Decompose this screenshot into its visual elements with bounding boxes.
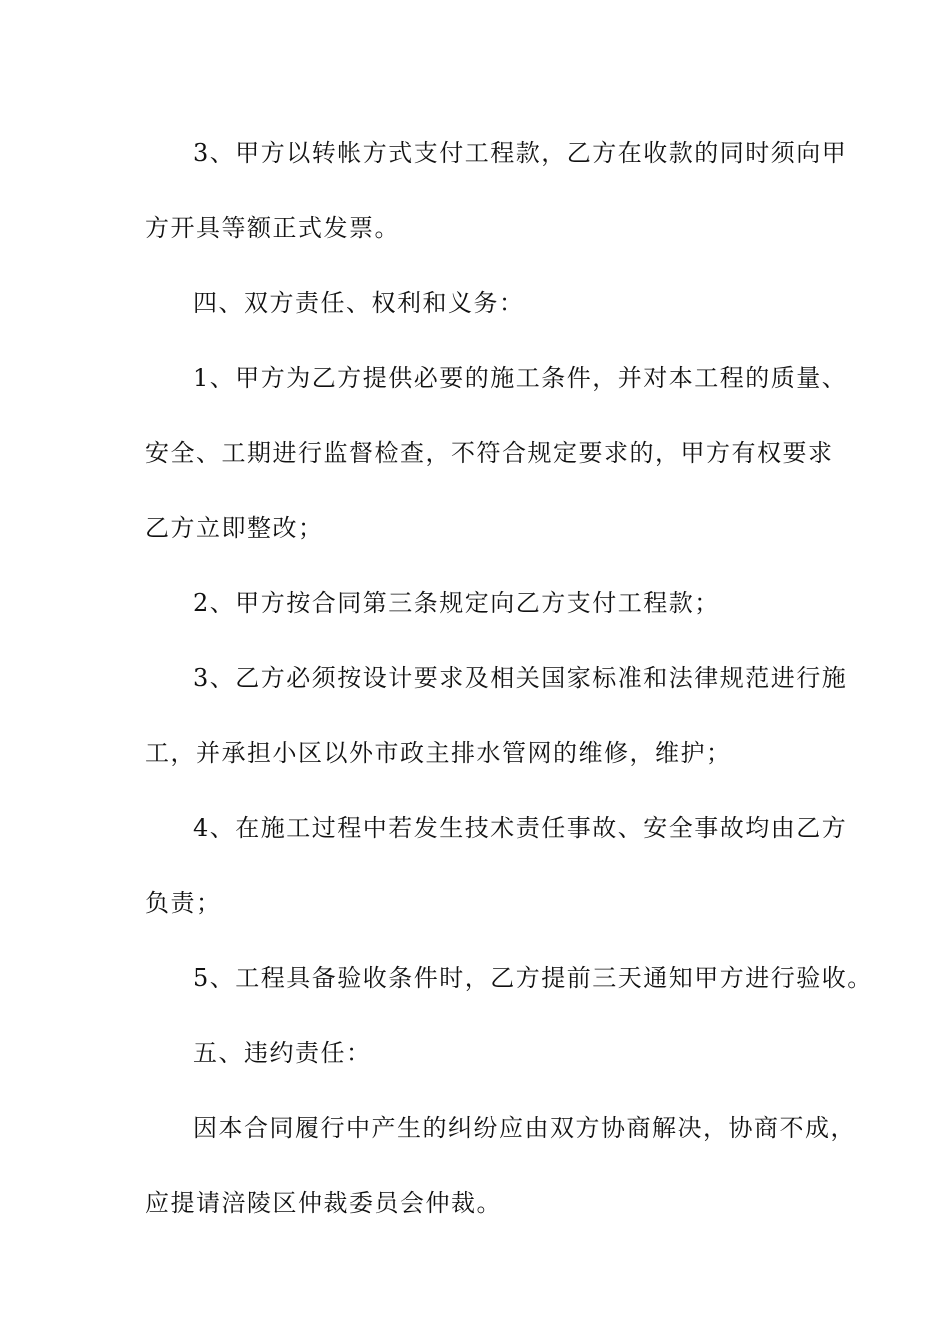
section-heading: 四、双方责任、权利和义务： — [193, 289, 525, 317]
text-line: 乙方立即整改； — [145, 514, 324, 542]
text-line: 工，并承担小区以外市政主排水管网的维修，维护； — [145, 739, 732, 767]
text-line: 负责； — [145, 889, 222, 917]
text-line: 因本合同履行中产生的纠纷应由双方协商解决，协商不成， — [193, 1114, 856, 1142]
text-line: 2、甲方按合同第三条规定向乙方支付工程款； — [193, 589, 720, 617]
text-line: 3、甲方以转帐方式支付工程款，乙方在收款的同时须向甲 — [193, 139, 848, 167]
text-line: 安全、工期进行监督检查，不符合规定要求的，甲方有权要求 — [145, 439, 834, 467]
text-line: 3、乙方必须按设计要求及相关国家标准和法律规范进行施 — [193, 664, 848, 692]
section-heading: 五、违约责任： — [193, 1039, 372, 1067]
text-line: 应提请涪陵区仲裁委员会仲裁。 — [145, 1189, 502, 1217]
text-line: 1、甲方为乙方提供必要的施工条件，并对本工程的质量、 — [193, 364, 848, 392]
text-line: 方开具等额正式发票。 — [145, 214, 400, 242]
document-body — [145, 133, 873, 1258]
text-line: 4、在施工过程中若发生技术责任事故、安全事故均由乙方 — [193, 814, 848, 842]
text-line: 5、工程具备验收条件时，乙方提前三天通知甲方进行验收。 — [193, 964, 873, 992]
